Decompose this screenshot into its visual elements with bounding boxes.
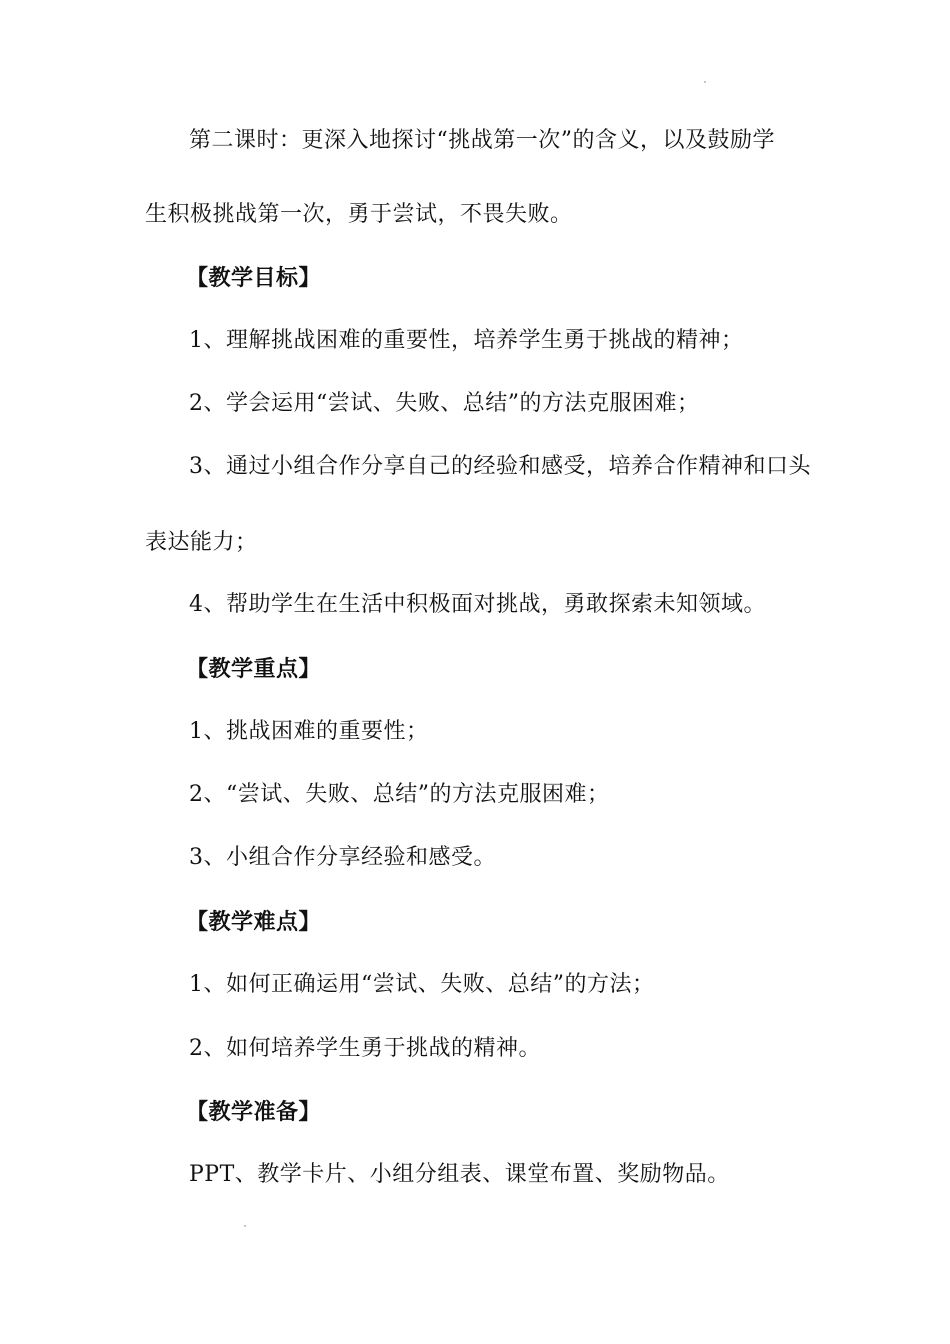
key-point-item: 3、小组合作分享经验和感受。 — [189, 845, 496, 870]
intro-line-2: 生积极挑战第一次，勇于尝试，不畏失败。 — [145, 202, 573, 227]
page-mark-bottom — [244, 1225, 246, 1227]
key-point-item: 2、“尝试、失败、总结”的方法克服困难； — [189, 782, 610, 807]
preparation-heading: 【教学准备】 — [186, 1100, 322, 1125]
objective-item-continuation: 表达能力； — [145, 530, 258, 555]
objective-item: 4、帮助学生在生活中积极面对挑战，勇敢探索未知领域。 — [189, 592, 766, 617]
objective-item: 3、通过小组合作分享自己的经验和感受，培养合作精神和口头 — [189, 454, 811, 479]
difficulty-item: 1、如何正确运用“尝试、失败、总结”的方法； — [189, 972, 655, 997]
objectives-heading: 【教学目标】 — [186, 266, 322, 291]
difficulty-item: 2、如何培养学生勇于挑战的精神。 — [189, 1036, 541, 1061]
objective-item: 2、学会运用“尝试、失败、总结”的方法克服困难； — [189, 391, 700, 416]
objective-item: 1、理解挑战困难的重要性，培养学生勇于挑战的精神； — [189, 328, 744, 353]
key-points-heading: 【教学重点】 — [186, 657, 322, 682]
intro-line-1: 第二课时：更深入地探讨“挑战第一次”的含义，以及鼓励学 — [189, 128, 775, 153]
difficulties-heading: 【教学难点】 — [186, 910, 322, 935]
preparation-text: PPT、教学卡片、小组分组表、课堂布置、奖励物品。 — [189, 1162, 730, 1187]
page-mark-top — [704, 81, 706, 83]
key-point-item: 1、挑战困难的重要性； — [189, 719, 429, 744]
